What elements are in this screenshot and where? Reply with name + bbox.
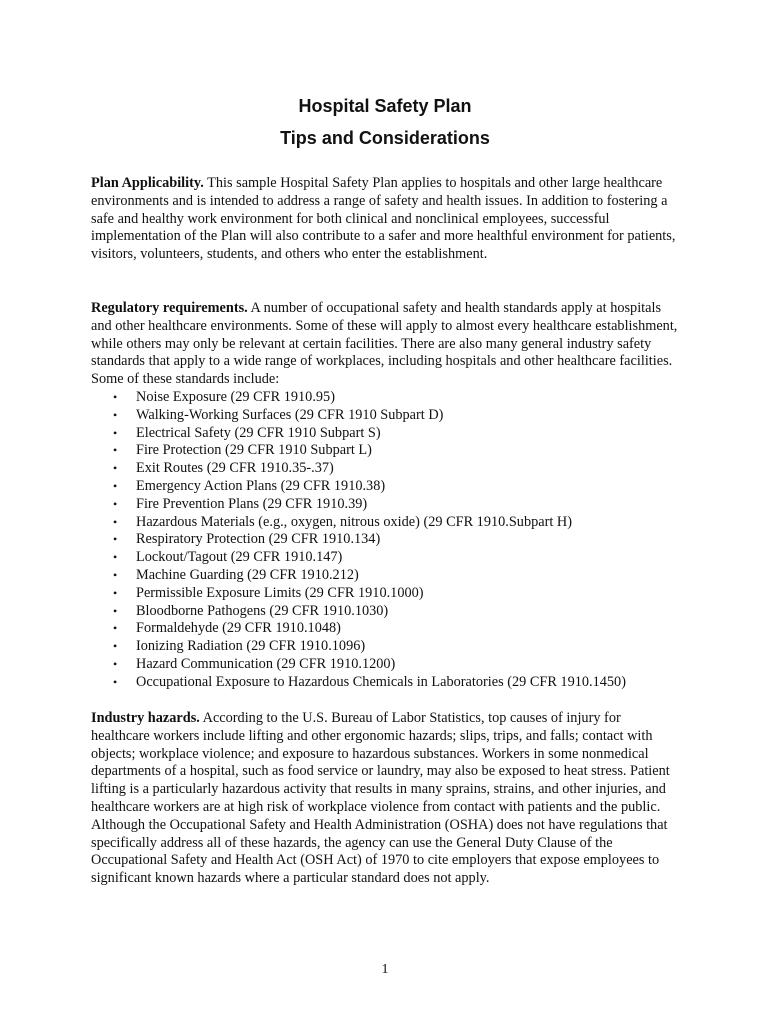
standards-list-item — [91, 603, 681, 621]
standard-text: Hazardous Materials (e.g., oxygen, nitrous oxide) (29 CFR 1910.Subpart H) — [136, 513, 572, 530]
bullet-icon: • — [113, 461, 118, 476]
standard-text: Ionizing Radiation (29 CFR 1910.1096) — [136, 638, 366, 655]
standard-text: Machine Guarding (29 CFR 1910.212) — [136, 566, 359, 583]
bullet-icon: • — [113, 567, 118, 582]
standard-text: Walking-Working Surfaces (29 CFR 1910 Subpart D) — [136, 406, 444, 423]
standard-text: Exit Routes (29 CFR 1910.35-.37) — [136, 460, 334, 477]
bullet-icon: • — [113, 478, 118, 493]
standard-text: Fire Protection (29 CFR 1910 Subpart L) — [136, 442, 372, 459]
standards-list-item — [91, 425, 681, 443]
plan-applicability-section — [91, 175, 681, 264]
bullet-icon: • — [113, 639, 118, 654]
bullet-icon: • — [113, 407, 118, 422]
regulatory-requirements-paragraph — [91, 300, 681, 389]
bullet-icon: • — [113, 674, 118, 689]
standards-list-item — [91, 478, 681, 496]
bullet-icon: • — [113, 443, 118, 458]
standard-text: Respiratory Protection (29 CFR 1910.134) — [136, 531, 381, 548]
regulatory-requirements-body: A number of occupational safety and health standards apply at hospitals and other healthcare environments. Some of these will apply to almost every healthcare establishment, while others may only be relevant at certain facilities. There are also many general industry safety standards that apply to a wide range of workplaces, including hospitals and other healthcare facilities. Some of these standards include: — [91, 300, 678, 388]
bullet-icon: • — [113, 585, 118, 600]
standard-text: Emergency Action Plans (29 CFR 1910.38) — [136, 477, 386, 494]
standard-text: Hazard Communication (29 CFR 1910.1200) — [136, 655, 396, 672]
industry-hazards-section — [91, 710, 681, 888]
bullet-icon: • — [113, 532, 118, 547]
standards-list-item — [91, 514, 681, 532]
industry-hazards-paragraph — [91, 710, 681, 888]
plan-applicability-paragraph — [91, 175, 681, 264]
industry-hazards-body: According to the U.S. Bureau of Labor Statistics, top causes of injury for healthcare workers include lifting and other ergonomic hazards; slips, trips, and falls; contact with objects; workplace violence; and exposure to hazardous substances. Workers in some nonmedical departments of a hospital, such as food service or laundry, may also be exposed to heat stress. Patient lifting is a particularly hazardous activity that results in many sprains, strains, and other injuries, and healthcare workers are at high risk of workplace violence from contact with patients and the public. Although the Occupational Safety and Health Administration (OSHA) does not have regulations that specifically address all of these hazards, the agency can use the General Duty Clause of the Occupational Safety and Health Act (OSH Act) of 1970 to cite employers that expose employees to significant known hazards where a particular standard does not apply. — [91, 710, 670, 887]
standard-text: Fire Prevention Plans (29 CFR 1910.39) — [136, 495, 368, 512]
bullet-icon: • — [113, 496, 118, 511]
industry-hazards-heading: Industry hazards. — [91, 710, 200, 726]
standards-list-item — [91, 407, 681, 425]
plan-applicability-heading: Plan Applicability. — [91, 175, 204, 191]
document-title: Hospital Safety Plan — [298, 96, 472, 116]
document-subtitle: Tips and Considerations — [280, 128, 490, 148]
standards-list-item — [91, 389, 681, 407]
standard-text: Electrical Safety (29 CFR 1910 Subpart S) — [136, 424, 381, 441]
bullet-icon: • — [113, 514, 118, 529]
standard-text: Occupational Exposure to Hazardous Chemicals in Laboratories (29 CFR 1910.1450) — [136, 673, 626, 690]
standards-list — [91, 389, 681, 692]
bullet-icon: • — [113, 550, 118, 565]
standard-text: Noise Exposure (29 CFR 1910.95) — [136, 388, 335, 405]
standards-list-item — [91, 549, 681, 567]
bullet-icon: • — [113, 425, 118, 440]
standard-text: Formaldehyde (29 CFR 1910.1048) — [136, 620, 341, 637]
bullet-icon: • — [113, 621, 118, 636]
bullet-icon: • — [113, 389, 118, 404]
standards-list-item — [91, 620, 681, 638]
regulatory-requirements-section — [91, 300, 681, 692]
standard-text: Permissible Exposure Limits (29 CFR 1910.1000) — [136, 584, 424, 601]
standard-text: Bloodborne Pathogens (29 CFR 1910.1030) — [136, 602, 389, 619]
page-number: 1 — [381, 962, 389, 977]
standards-list-item — [91, 638, 681, 656]
plan-applicability-body: This sample Hospital Safety Plan applies to hospitals and other large healthcare environments and is intended to address a range of safety and health issues. In addition to fostering a safe and healthy work environment for both clinical and nonclinical employees, successful implementation of the Plan will also contribute to a safer and more healthful environment for patients, visitors, volunteers, students, and others who enter the establishment. — [91, 175, 676, 263]
standards-list-item — [91, 674, 681, 692]
regulatory-requirements-heading: Regulatory requirements. — [91, 300, 248, 316]
standards-list-item — [91, 460, 681, 478]
standard-text: Lockout/Tagout (29 CFR 1910.147) — [136, 549, 343, 566]
standards-list-item — [91, 531, 681, 549]
standards-list-item — [91, 496, 681, 514]
standards-list-item — [91, 585, 681, 603]
standards-list-item — [91, 567, 681, 585]
standards-list-item — [91, 656, 681, 674]
bullet-icon: • — [113, 656, 118, 671]
bullet-icon: • — [113, 603, 118, 618]
standards-list-item — [91, 442, 681, 460]
